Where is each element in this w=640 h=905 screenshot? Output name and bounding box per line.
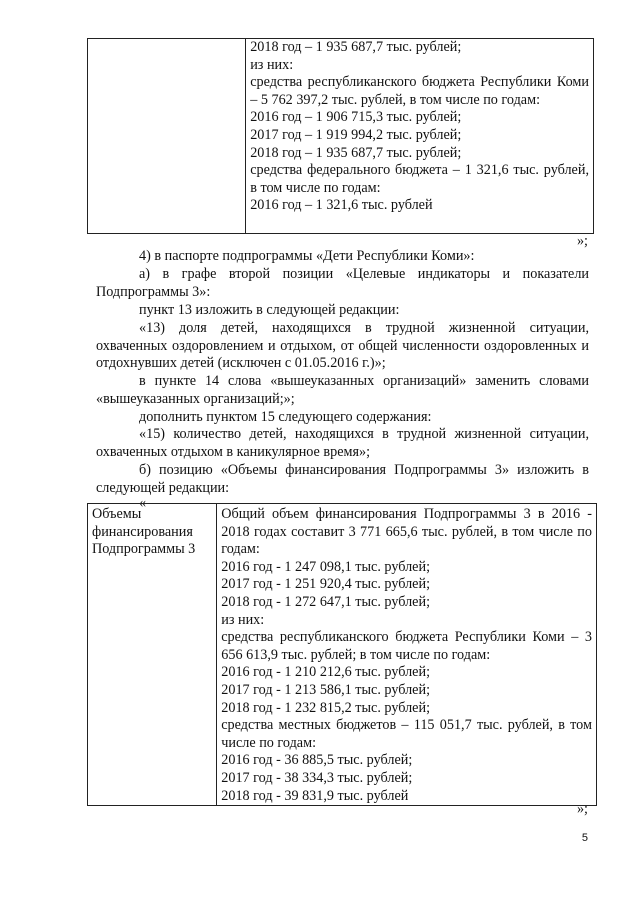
table-line: 2016 год – 1 321,6 тыс. рублей bbox=[250, 197, 433, 214]
table-line: средства республиканского бюджета Республики Коми – 3 656 613,9 тыс. рублей; в том числе по годам: bbox=[221, 629, 592, 663]
paragraph: а) в графе второй позиции «Целевые индикаторы и показатели Подпрограммы 3»: bbox=[96, 266, 589, 300]
page-number: 5 bbox=[581, 832, 588, 844]
table-line: средства федерального бюджета – 1 321,6 тыс. рублей, в том числе по годам: bbox=[250, 162, 589, 196]
table-line: средства республиканского бюджета Республики Коми – 5 762 397,2 тыс. рублей, в том числе по годам: bbox=[250, 74, 589, 108]
table-line: 2016 год - 1 210 212,6 тыс. рублей; bbox=[221, 664, 431, 681]
table-line: средства местных бюджетов – 115 051,7 тыс. рублей, в том числе по годам: bbox=[221, 717, 592, 751]
paragraph: дополнить пунктом 15 следующего содержания: bbox=[139, 409, 432, 425]
table-value-cell bbox=[246, 39, 594, 234]
closing-quote: »; bbox=[576, 801, 588, 817]
table-label-cell-empty bbox=[88, 39, 246, 234]
paragraph: «13) доля детей, находящихся в трудной жизненной ситуации, охваченных оздоровлением и отдыхом, от общей численности оздоровленных и отдохнувших детей (исключен с 01.05.2016 г.)»; bbox=[96, 320, 589, 372]
table-line: 2017 год - 38 334,3 тыс. рублей; bbox=[221, 769, 413, 786]
table-line: 2018 год - 1 232 815,2 тыс. рублей; bbox=[221, 699, 431, 716]
closing-quote: »; bbox=[576, 233, 588, 249]
table-line: из них: bbox=[250, 56, 294, 73]
table-line: 2018 год - 39 831,9 тыс. рублей bbox=[221, 787, 409, 804]
table-line: 2016 год – 1 906 715,3 тыс. рублей; bbox=[250, 109, 462, 126]
table-label: Объемы финансирования Подпрограммы 3 bbox=[92, 506, 196, 558]
table-line: 2018 год – 1 935 687,7 тыс. рублей; bbox=[250, 144, 462, 161]
table-value-cell bbox=[217, 504, 597, 806]
table-label-cell bbox=[88, 504, 217, 806]
paragraph: б) позицию «Объемы финансирования Подпрограммы 3» изложить в следующей редакции: bbox=[96, 462, 589, 496]
table-line: 2016 год - 36 885,5 тыс. рублей; bbox=[221, 752, 413, 769]
table-line: из них: bbox=[221, 611, 265, 628]
table-line: 2017 год – 1 919 994,2 тыс. рублей; bbox=[250, 126, 462, 143]
table-line: Общий объем финансирования Подпрограммы 3 в 2016 - 2018 годах составит 3 771 665,6 тыс. рублей, в том числе по годам: bbox=[221, 506, 592, 558]
table-line: 2016 год - 1 247 098,1 тыс. рублей; bbox=[221, 558, 431, 575]
table-line: 2017 год - 1 213 586,1 тыс. рублей; bbox=[221, 681, 431, 698]
funding-table bbox=[87, 503, 597, 806]
paragraph: «15) количество детей, находящихся в трудной жизненной ситуации, охваченных отдыхом в каникулярное время»; bbox=[96, 426, 589, 460]
paragraph: 4) в паспорте подпрограммы «Дети Республики Коми»: bbox=[139, 248, 475, 264]
table-line: 2017 год - 1 251 920,4 тыс. рублей; bbox=[221, 576, 431, 593]
funding-table-continued bbox=[87, 38, 594, 234]
paragraph: пункт 13 изложить в следующей редакции: bbox=[139, 302, 400, 318]
opening-quote: « bbox=[139, 495, 147, 511]
table-line: 2018 год - 1 272 647,1 тыс. рублей; bbox=[221, 593, 431, 610]
paragraph: в пункте 14 слова «вышеуказанных организаций» заменить словами «вышеуказанных организаций;»; bbox=[96, 373, 589, 407]
table-line: 2018 год – 1 935 687,7 тыс. рублей; bbox=[250, 39, 462, 55]
